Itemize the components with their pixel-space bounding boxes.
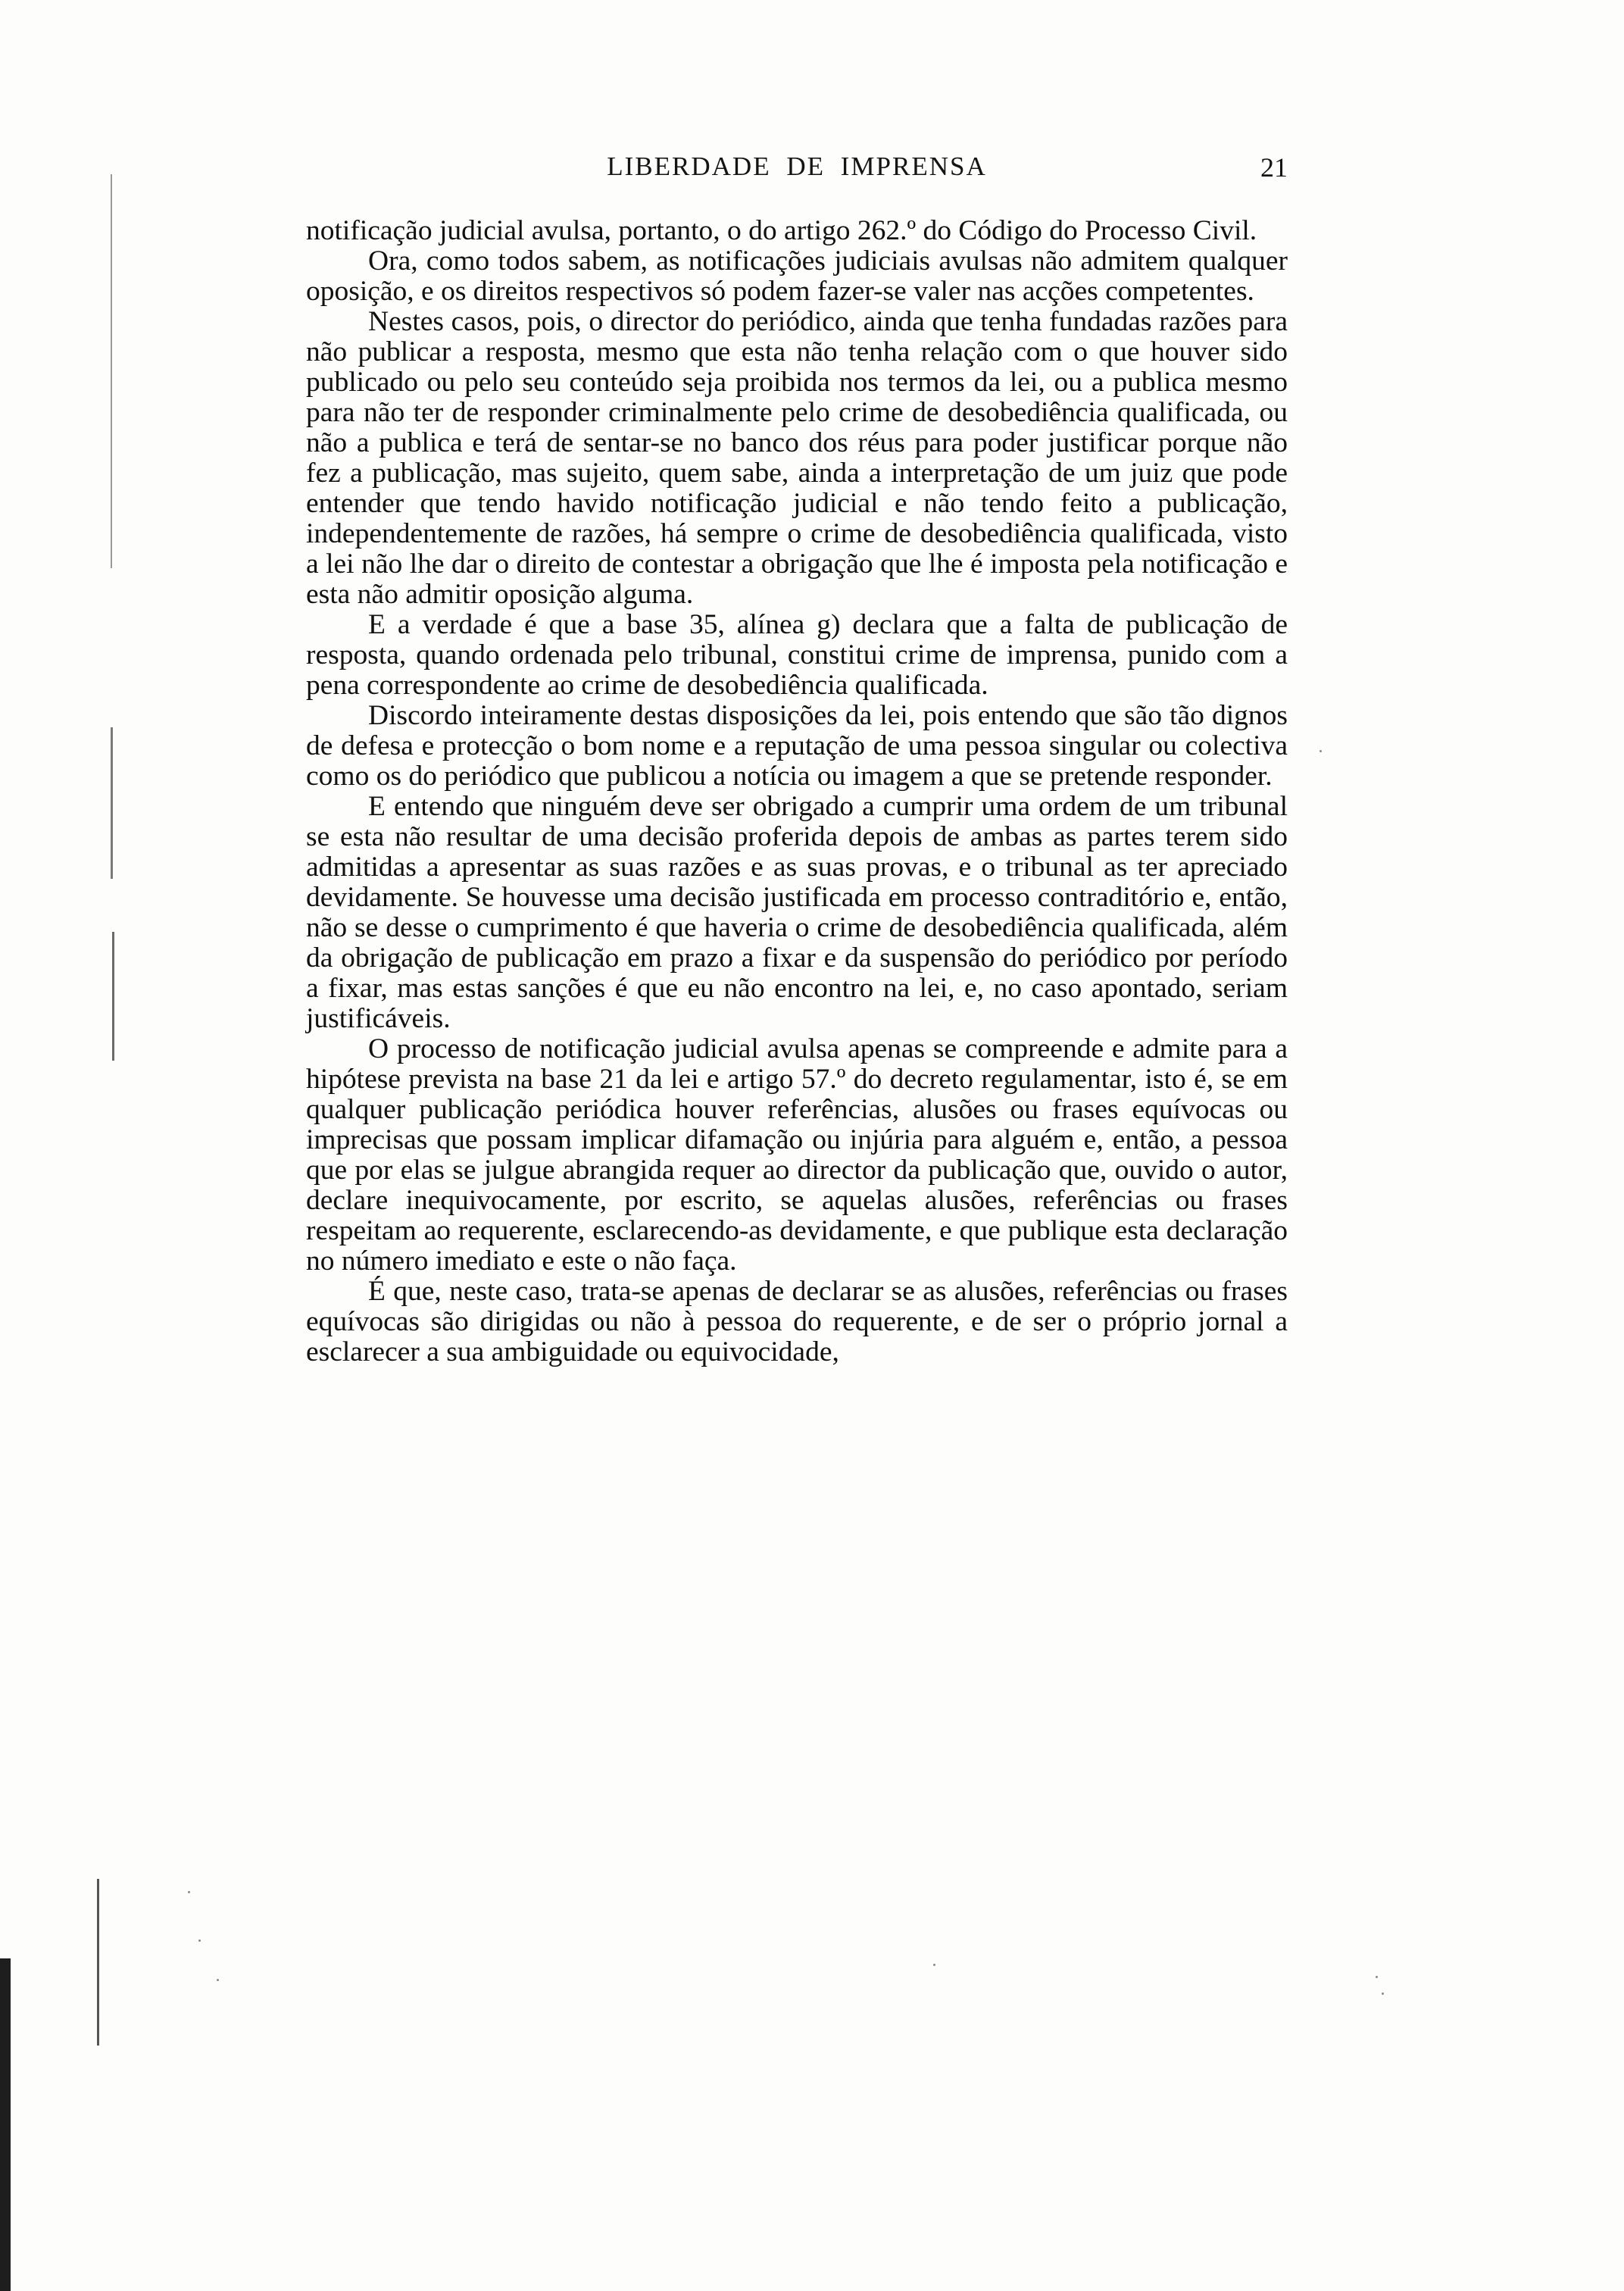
- scan-speck: [1376, 1976, 1378, 1978]
- scan-edge-shadow: [0, 1958, 11, 2291]
- scan-speck: [198, 1939, 201, 1942]
- paragraph: Nestes casos, pois, o director do periódico, ainda que tenha fundadas razões para não publicar a resposta, mesmo que esta não tenha relação com o que houver sido publicado ou pelo seu conteúdo seja proibida nos termos da lei, ou a publica mesmo para não ter de responder criminalmente pelo crime de desobediência qualificada, ou não a publica e terá de sentar-se no banco dos réus para poder justificar porque não fez a publicação, mas sujeito, quem sabe, ainda a interpretação de um juiz que pode entender que tendo havido notificação judicial e não tendo feito a publicação, independentemente de razões, há sempre o crime de desobediência qualificada, visto a lei não lhe dar o direito de contestar a obrigação que lhe é imposta pela notificação e esta não admitir oposição alguma.: [306, 306, 1288, 610]
- scan-speck: [933, 1964, 935, 1966]
- paragraph: notificação judicial avulsa, portanto, o do artigo 262.º do Código do Processo Civil.: [306, 215, 1257, 246]
- paragraph: E entendo que ninguém deve ser obrigado a cumprir uma ordem de um tribunal se esta não resultar de uma decisão proferida depois de ambas as partes terem sido admitidas a apresentar as suas razões e as suas provas, e o tribunal as ter apreciado devidamente. Se houvesse uma decisão justificada em processo contraditório e, então, não se desse o cumprimento é que haveria o crime de desobediência qualificada, além da obrigação de publicação em prazo a fixar e da suspensão do periódico por período a fixar, mas estas sanções é que eu não encontro na lei, e, no caso apontado, seriam justificáveis.: [306, 791, 1288, 1034]
- running-title: LIBERDADE DE IMPRENSA: [607, 152, 987, 181]
- scan-edge-line: [97, 1879, 99, 2046]
- paragraph: É que, neste caso, trata-se apenas de declarar se as alusões, referências ou frases equívocas são dirigidas ou não à pessoa do requerente, e de ser o próprio jornal a esclarecer a sua ambiguidade ou equivocidade,: [306, 1276, 1288, 1367]
- paragraph: Discordo inteiramente destas disposições da lei, pois entendo que são tão dignos de defesa e protecção o bom nome e a reputação de uma pessoa singular ou colectiva como os do periódico que publicou a notícia ou imagem a que se pretende responder.: [306, 700, 1288, 792]
- scan-speck: [217, 1979, 219, 1981]
- paragraph: E a verdade é que a base 35, alínea g) declara que a falta de publicação de resposta, quando ordenada pelo tribunal, constitui crime de imprensa, punido com a pena correspondente ao crime de desobediência qualificada.: [306, 609, 1288, 701]
- body-text: [306, 216, 1288, 1367]
- scan-edge-line: [111, 174, 112, 568]
- page-header: [306, 152, 1288, 189]
- scan-edge-line: [111, 727, 113, 879]
- scan-edge-line: [112, 932, 114, 1061]
- page-number: 21: [1260, 152, 1288, 183]
- scan-speck: [1320, 750, 1322, 752]
- scan-speck: [1382, 1993, 1384, 1995]
- paragraph: O processo de notificação judicial avulsa apenas se compreende e admite para a hipótese prevista na base 21 da lei e artigo 57.º do decreto regulamentar, isto é, se em qualquer publicação periódica houver referências, alusões ou frases equívocas ou imprecisas que possam implicar difamação ou injúria para alguém e, então, a pessoa que por elas se julgue abrangida requer ao director da publicação que, ouvido o autor, declare inequivocamente, por escrito, se aquelas alusões, referências ou frases respeitam ao requerente, esclarecendo-as devidamente, e que publique esta declaração no número imediato e este o não faça.: [306, 1033, 1288, 1277]
- scan-speck: [188, 1891, 190, 1893]
- paragraph: Ora, como todos sabem, as notificações judiciais avulsas não admitem qualquer oposição, e os direitos respectivos só podem fazer-se valer nas acções competentes.: [306, 245, 1288, 307]
